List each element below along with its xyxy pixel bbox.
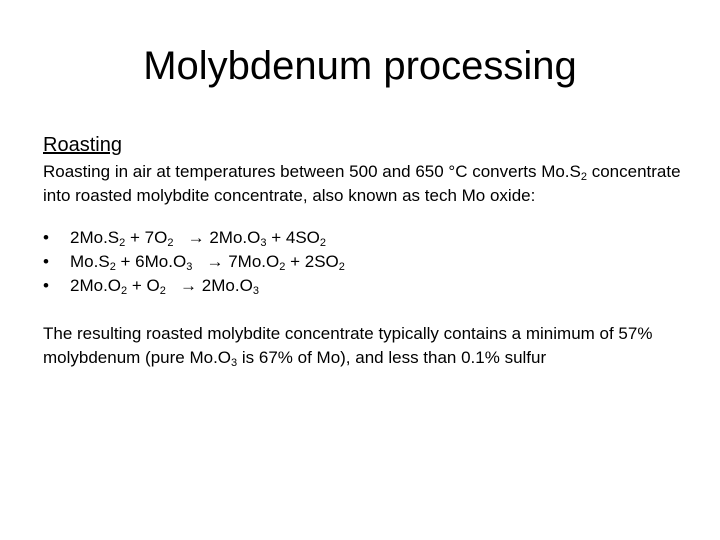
equation-subscript: 2 [109,261,116,273]
equation-subscript: 2 [338,261,345,273]
equation-text: → 2Mo.O [173,228,261,247]
result-text-end: is 67% of Mo), and less than 0.1% sulfur [237,348,547,367]
intro-subscript: 2 [580,171,587,183]
intro-text-end: concentrate into roasted molybdite concentrate, also known as tech Mo oxide: [43,162,681,205]
equation-text: + 2SO [285,252,339,271]
slide-title: Molybdenum processing [143,44,577,88]
equation-text: + 7O [125,228,168,247]
equation-subscript: 2 [279,261,286,273]
equation-text: + 6Mo.O [115,252,187,271]
reaction-equation [43,274,703,298]
equation-subscript: 2 [319,237,327,249]
bullet-icon: • [43,252,49,271]
equation-text: 2Mo.S [70,228,120,247]
equation-subscript: 2 [159,285,166,297]
bullet-icon: • [43,228,49,247]
equation-subscript: 2 [119,237,126,249]
equation-subscript: 2 [121,285,128,297]
reaction-equation [43,226,703,250]
reaction-equation-list [43,226,703,298]
result-text-start: The resulting roasted molybdite concentrate typically contains a minimum of 57% molybdenum (pure Mo.O [43,324,653,367]
equation-subscript: 3 [260,237,267,249]
reaction-equation [43,250,703,274]
equation-subscript: 3 [252,285,259,297]
bullet-icon: • [43,276,49,295]
equation-text: 2Mo.O [70,276,122,295]
equation-subscript: 2 [167,237,174,249]
equation-text: + O [127,276,160,295]
intro-text-start: Roasting in air at temperatures between 500 and 650 °C converts Mo.S [43,162,581,181]
equation-subscript: 3 [186,261,193,273]
section-heading: Roasting [43,134,122,156]
equation-text: Mo.S [70,252,110,271]
result-subscript: 3 [231,357,238,369]
equation-text: → 2Mo.O [165,276,253,295]
equation-text: → 7Mo.O [192,252,280,271]
result-paragraph [43,322,703,370]
intro-paragraph [43,160,703,208]
equation-text: + 4SO [266,228,320,247]
slide-body [43,132,703,370]
